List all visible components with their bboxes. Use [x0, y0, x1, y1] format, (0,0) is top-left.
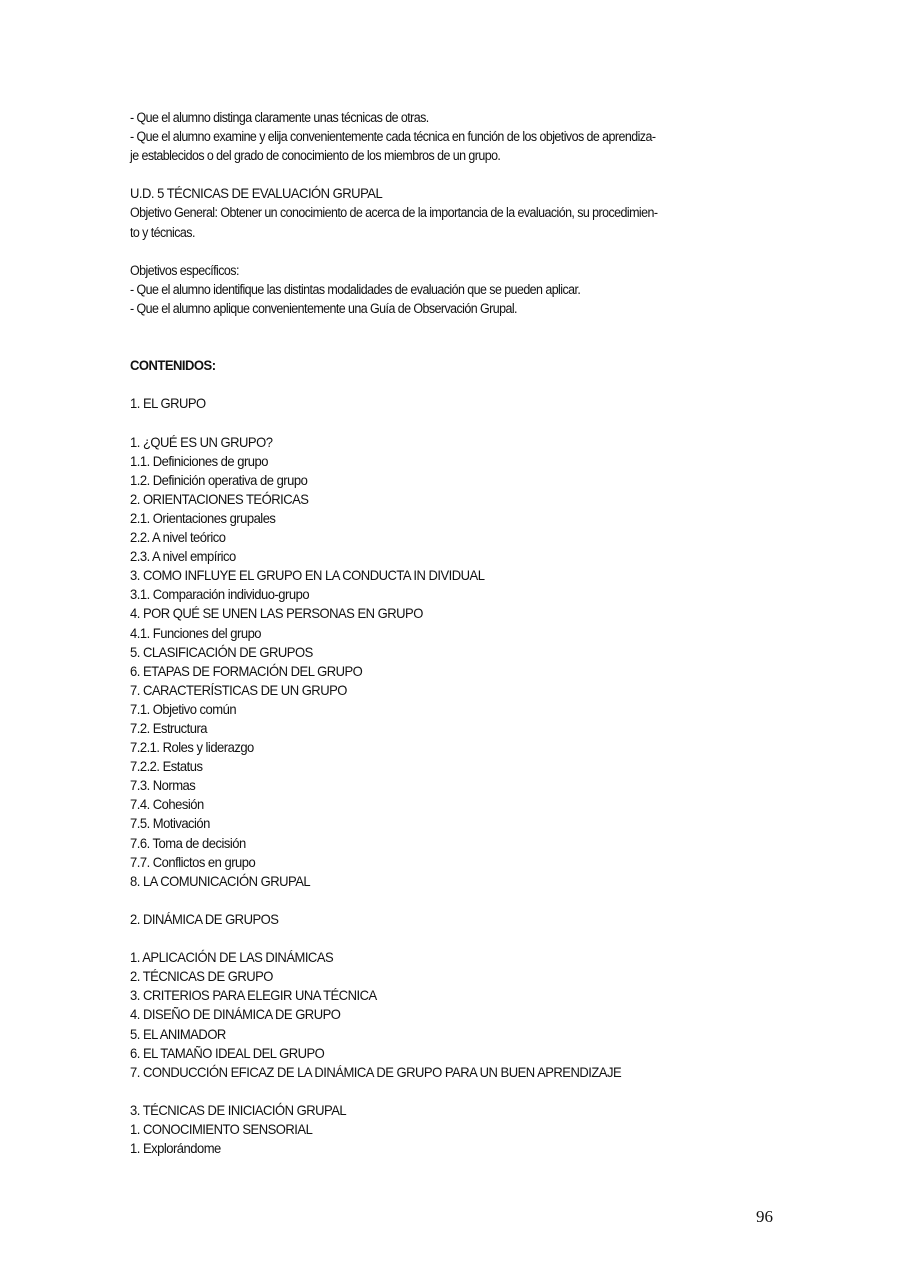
list-item: 7. CONDUCCIÓN EFICAZ DE LA DINÁMICA DE GRUPO PARA UN BUEN APRENDIZAJE	[130, 1063, 622, 1080]
list-item: 7.7. Conflictos en grupo	[130, 853, 256, 870]
objective-line: je establecidos o del grado de conocimiento de los miembros de un grupo.	[130, 148, 501, 164]
list-item: 3.1. Comparación individuo-grupo	[130, 586, 310, 603]
list-item: 2.2. A nivel teórico	[130, 529, 226, 546]
list-item: 6. ETAPAS DE FORMACIÓN DEL GRUPO	[130, 662, 363, 679]
intro-objectives	[130, 108, 750, 165]
list-item: 4.1. Funciones del grupo	[130, 624, 262, 641]
section2-list	[130, 948, 750, 1082]
contents-section	[130, 356, 750, 1158]
list-item: 8. LA COMUNICACIÓN GRUPAL	[130, 872, 311, 889]
list-item: 1. Explorándome	[130, 1140, 221, 1157]
list-item: 6. EL TAMAÑO IDEAL DEL GRUPO	[130, 1044, 325, 1061]
list-item: 2.3. A nivel empírico	[130, 548, 236, 565]
list-item: 7.6. Toma de decisión	[130, 834, 246, 851]
list-item: 7.2.2. Estatus	[130, 758, 203, 775]
section1-title: 1. EL GRUPO	[130, 395, 206, 412]
list-item: 7.2.1. Roles y liderazgo	[130, 739, 254, 756]
page-number: 96	[756, 1207, 773, 1226]
list-item: 1. CONOCIMIENTO SENSORIAL	[130, 1120, 313, 1137]
list-item: 4. POR QUÉ SE UNEN LAS PERSONAS EN GRUPO	[130, 605, 423, 622]
contents-heading: CONTENIDOS:	[130, 357, 216, 374]
general-objective-line: to y técnicas.	[130, 224, 195, 240]
section1-list	[130, 433, 750, 891]
list-item: 1.1. Definiciones de grupo	[130, 452, 268, 469]
list-item: 3. COMO INFLUYE EL GRUPO EN LA CONDUCTA IN DIVIDUAL	[130, 567, 485, 584]
specific-objectives-heading: Objetivos específicos:	[130, 262, 239, 278]
unit5-section	[130, 184, 750, 318]
list-item: 7.2. Estructura	[130, 720, 208, 736]
list-item: 7.1. Objetivo común	[130, 700, 237, 717]
section2-title: 2. DINÁMICA DE GRUPOS	[130, 910, 279, 927]
objective-line: - Que el alumno examine y elija convenientemente cada técnica en función de los objetivos de aprendiza-	[130, 129, 656, 145]
section3-list	[130, 1120, 750, 1158]
list-item: 2. ORIENTACIONES TEÓRICAS	[130, 490, 309, 507]
list-item: 7.4. Cohesión	[130, 796, 204, 813]
document-page	[130, 108, 750, 1158]
general-objective-line: Objetivo General: Obtener un conocimiento de acerca de la importancia de la evaluación, su procedimien-	[130, 205, 658, 221]
list-item: 3. CRITERIOS PARA ELEGIR UNA TÉCNICA	[130, 987, 377, 1004]
list-item: 2. TÉCNICAS DE GRUPO	[130, 968, 273, 985]
list-item: 1. APLICACIÓN DE LAS DINÁMICAS	[130, 949, 334, 966]
list-item: 5. EL ANIMADOR	[130, 1025, 226, 1042]
list-item: 1.2. Definición operativa de grupo	[130, 471, 308, 488]
section3-title: 3. TÉCNICAS DE INICIACIÓN GRUPAL	[130, 1101, 347, 1118]
list-item: 4. DISEÑO DE DINÁMICA DE GRUPO	[130, 1006, 341, 1023]
list-item: 7.3. Normas	[130, 777, 196, 794]
objective-line: - Que el alumno distinga claramente unas técnicas de otras.	[130, 110, 429, 125]
list-item: 7. CARACTERÍSTICAS DE UN GRUPO	[130, 681, 347, 698]
list-item: 7.5. Motivación	[130, 815, 210, 832]
list-item: 5. CLASIFICACIÓN DE GRUPOS	[130, 643, 313, 660]
specific-objective-line: - Que el alumno identifique las distintas modalidades de evaluación que se pueden aplicar.	[130, 281, 581, 297]
list-item: 2.1. Orientaciones grupales	[130, 509, 276, 526]
unit5-title: U.D. 5 TÉCNICAS DE EVALUACIÓN GRUPAL	[130, 185, 383, 202]
specific-objective-line: - Que el alumno aplique convenientemente una Guía de Observación Grupal.	[130, 300, 517, 316]
list-item: 1. ¿QUÉ ES UN GRUPO?	[130, 433, 273, 450]
